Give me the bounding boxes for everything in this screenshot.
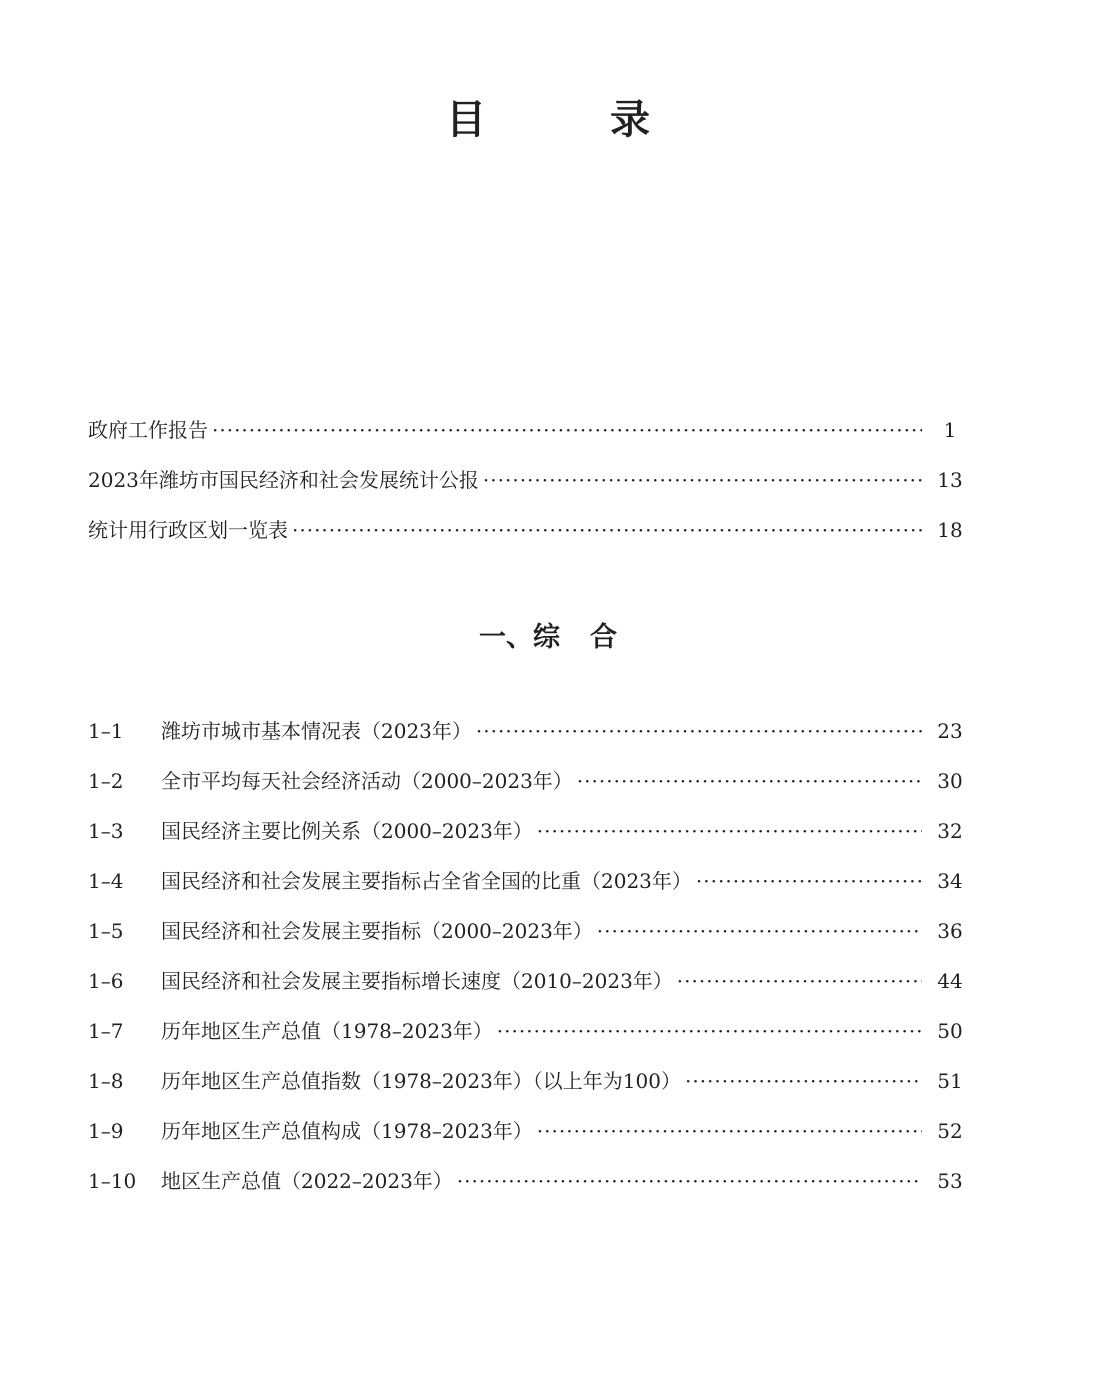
section-heading <box>0 618 1096 658</box>
toc-entry-page: 52 <box>937 1119 963 1143</box>
toc-entry-number: 1–7 <box>88 1019 124 1043</box>
toc-entry-page: 50 <box>937 1019 963 1043</box>
toc-entry[interactable] <box>88 1115 968 1165</box>
toc-entry-page: 51 <box>937 1069 963 1093</box>
toc-entry-title: 国民经济主要比例关系（2000–2023年） <box>161 819 533 843</box>
toc-entry-page: 18 <box>937 518 963 542</box>
toc-entry-page: 30 <box>937 769 963 793</box>
toc-entry[interactable] <box>88 514 968 564</box>
toc-entry-title: 国民经济和社会发展主要指标增长速度（2010–2023年） <box>161 969 673 993</box>
dot-leader <box>497 1019 922 1043</box>
toc-entry-page: 23 <box>937 719 963 743</box>
toc-entry-page: 1 <box>943 418 957 442</box>
dot-leader <box>537 1119 922 1143</box>
dot-leader <box>212 418 922 442</box>
section-heading-suffix: 合 <box>590 622 617 653</box>
toc-entry[interactable] <box>88 815 968 865</box>
dot-leader <box>677 969 922 993</box>
toc-entry[interactable] <box>88 765 968 815</box>
intro-toc-list <box>88 414 968 564</box>
toc-entry[interactable] <box>88 865 968 915</box>
toc-entry-page: 53 <box>937 1169 963 1193</box>
toc-entry-title: 全市平均每天社会经济活动（2000–2023年） <box>161 769 573 793</box>
toc-entry[interactable] <box>88 1165 968 1215</box>
toc-entry-title: 国民经济和社会发展主要指标占全省全国的比重（2023年） <box>161 869 692 893</box>
dot-leader <box>696 869 922 893</box>
page-title: 目 录 <box>446 97 692 143</box>
toc-entry-page: 44 <box>937 969 963 993</box>
dot-leader <box>597 919 922 943</box>
toc-entry-number: 1–9 <box>88 1119 124 1143</box>
toc-entry-title: 统计用行政区划一览表 <box>88 518 288 542</box>
toc-entry-number: 1–10 <box>88 1169 137 1193</box>
toc-entry[interactable] <box>88 915 968 965</box>
dot-leader <box>476 719 922 743</box>
toc-entry-number: 1–8 <box>88 1069 124 1093</box>
dot-leader <box>577 769 922 793</box>
toc-entry-title: 2023年潍坊市国民经济和社会发展统计公报 <box>88 468 479 492</box>
toc-entry-title: 国民经济和社会发展主要指标（2000–2023年） <box>161 919 593 943</box>
toc-entry-number: 1–5 <box>88 919 124 943</box>
toc-entry-page: 13 <box>937 468 963 492</box>
toc-entry[interactable] <box>88 414 968 464</box>
toc-entry-page: 34 <box>937 869 963 893</box>
toc-entry-title: 历年地区生产总值构成（1978–2023年） <box>161 1119 533 1143</box>
dot-leader <box>685 1069 922 1093</box>
toc-entry[interactable] <box>88 1015 968 1065</box>
toc-entry-page: 36 <box>937 919 963 943</box>
section-heading-prefix: 一、综 <box>479 622 560 653</box>
toc-entry[interactable] <box>88 464 968 514</box>
dot-leader <box>483 468 922 492</box>
toc-entry-page: 32 <box>937 819 963 843</box>
toc-entry-title: 潍坊市城市基本情况表（2023年） <box>161 719 472 743</box>
toc-entry-number: 1–3 <box>88 819 124 843</box>
dot-leader <box>537 819 922 843</box>
toc-entry-title: 地区生产总值（2022–2023年） <box>161 1169 453 1193</box>
toc-entry-number: 1–2 <box>88 769 124 793</box>
toc-entry-number: 1–1 <box>88 719 124 743</box>
dot-leader <box>292 518 922 542</box>
toc-entry[interactable] <box>88 715 968 765</box>
toc-entry-number: 1–6 <box>88 969 124 993</box>
dot-leader <box>457 1169 922 1193</box>
toc-entry-title: 政府工作报告 <box>88 418 208 442</box>
toc-entry-title: 历年地区生产总值（1978–2023年） <box>161 1019 493 1043</box>
toc-entry[interactable] <box>88 1065 968 1115</box>
toc-entry-title: 历年地区生产总值指数（1978–2023年）（以上年为100） <box>161 1069 681 1093</box>
section1-toc-list <box>88 715 968 1215</box>
toc-entry[interactable] <box>88 965 968 1015</box>
toc-entry-number: 1–4 <box>88 869 124 893</box>
